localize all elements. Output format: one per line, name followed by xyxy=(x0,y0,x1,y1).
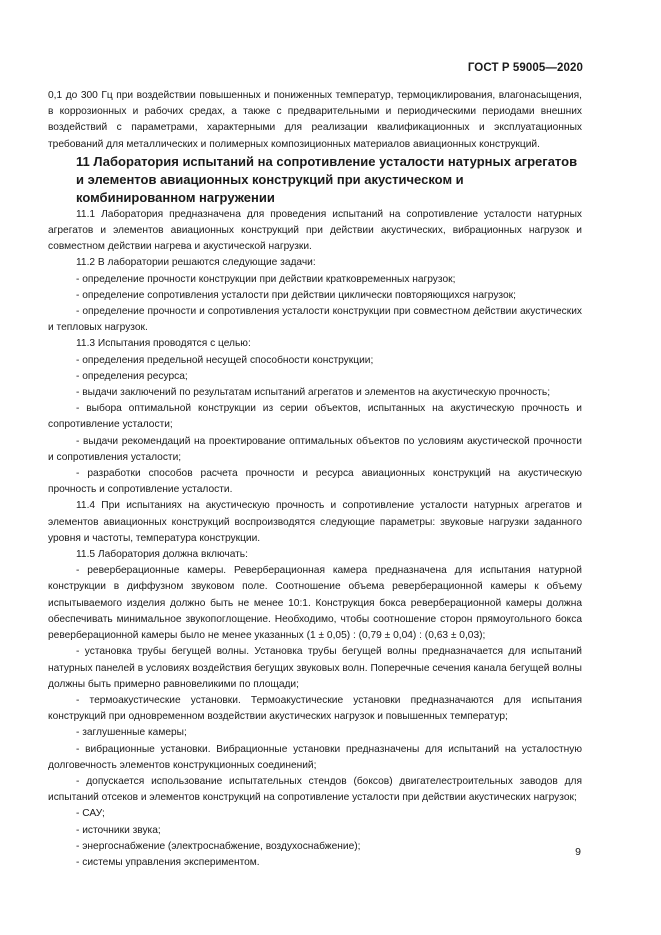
list-item: - выдачи рекомендаций на проектирование оптимальных объектов по условиям акустической прочности и сопротивления усталости; xyxy=(48,435,582,463)
page-number: 9 xyxy=(575,846,581,858)
list-item: - выбора оптимальной конструкции из серии объектов, испытанных на акустическую прочность и сопротивление усталости; xyxy=(48,403,582,431)
list-item: - заглушенные камеры; xyxy=(76,727,187,739)
list-item: - реверберационные камеры. Реверберационная камера предназначена для испытания натурной конструкции в диффузном звуковом поле. Соотношение объема реверберационной камеры к объему испытываемого изделия должно быть не менее 10:1. Конструкция бокса реверберационной камеры должна обеспечивать минимальное звукопоглощение. Необходимо, чтобы соотношение сторон прямоугольного бокса реверберационной камеры было не менее указанных (1 ± 0,05) : (0,79 ± 0,04) : (0,63 ± 0,03); xyxy=(48,565,582,642)
list-item: - источники звука; xyxy=(76,824,161,836)
list-item: - системы управления экспериментом. xyxy=(76,856,260,868)
paragraph-11-5: 11.5 Лаборатория должна включать: xyxy=(76,549,248,561)
paragraph-11-2: 11.2 В лаборатории решаются следующие задачи: xyxy=(76,257,316,269)
list-item: - определения предельной несущей способности конструкции; xyxy=(76,354,374,366)
document-code: ГОСТ Р 59005—2020 xyxy=(467,62,583,74)
list-item: - допускается использование испытательных стендов (боксов) двигателестроительных заводов для испытаний отсеков и элементов конструкций на сопротивление усталости при действии акустических нагрузок; xyxy=(48,775,582,804)
list-item: - разработки способов расчета прочности и ресурса авиационных конструкций на акустическую прочность и сопротивление усталости. xyxy=(48,468,582,496)
list-item: - определение сопротивления усталости при действии циклически повторяющихся нагрузок; xyxy=(76,289,516,301)
paragraph-11-4: 11.4 При испытаниях на акустическую прочность и сопротивление усталости натурных агрегатов и элементов авиационных конструкций воспроизводятся следующие параметры: звуковые нагрузки заданного уровня и частоты, температура конструкции. xyxy=(48,500,582,544)
list-item: - энергоснабжение (электроснабжение, воздухоснабжение); xyxy=(76,840,361,852)
intro-paragraph: 0,1 до 300 Гц при воздействии повышенных и пониженных температур, термоциклирования, влагонасыщения, в коррозионных и рабочих средах, а также с предварительными и периодическими периодами внешних воздействий с параметрами, характерными для реализации квалификационных и эксплуатационных требований для металлических и полимерных композиционных материалов авиационных конструкций. xyxy=(48,90,582,150)
list-item: - выдачи заключений по результатам испытаний агрегатов и элементов на акустическую прочность; xyxy=(76,387,551,399)
list-item: - вибрационные установки. Вибрационные установки предназначены для испытаний на усталостную долговечность элементов конструкционных соединений; xyxy=(48,743,582,771)
list-item: - определения ресурса; xyxy=(76,370,188,382)
list-item: - определение прочности и сопротивления усталости конструкции при совместном действии акустических и тепловых нагрузок. xyxy=(48,306,582,334)
paragraph-11-1: 11.1 Лаборатория предназначена для проведения испытаний на сопротивление усталости натурных агрегатов и элементов авиационных конструкций при действии акустических, вибрационных нагрузок и совместном действии нагрева и акустической нагрузки. xyxy=(48,208,582,253)
list-item: - определение прочности конструкции при действии кратковременных нагрузок; xyxy=(76,273,456,285)
list-item: - САУ; xyxy=(76,808,105,820)
page-body xyxy=(48,88,582,871)
paragraph-11-3: 11.3 Испытания проводятся с целью: xyxy=(76,338,251,350)
list-item: - термоакустические установки. Термоакустические установки предназначаются для испытания конструкций при одновременном воздействии акустических нагрузок и повышенных температур; xyxy=(48,694,582,723)
section-heading: 11 Лаборатория испытаний на сопротивление усталости натурных агрегатов и элементов авиационных конструкций при акустическом и комбинированном нагружении xyxy=(76,153,578,205)
list-item: - установка трубы бегущей волны. Установка трубы бегущей волны предназначается для испытаний натурных панелей в условиях воздействия бегущих звуковых волн. Поперечные сечения канала бегущей волны должны быть примерно равновеликими по площади; xyxy=(48,646,582,690)
